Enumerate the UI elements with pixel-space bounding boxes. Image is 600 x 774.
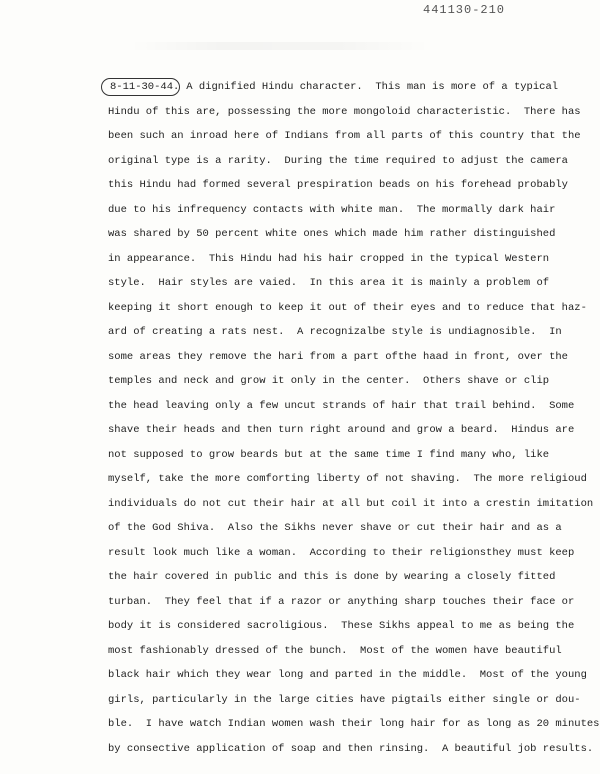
text-line: most fashionably dressed of the bunch. Most of the women have beautiful xyxy=(108,645,562,657)
text-line: turban. They feel that if a razor or anything sharp touches their face or xyxy=(108,596,575,608)
text-line: individuals do not cut their hair at all but coil it into a crestin imitation xyxy=(108,498,594,510)
text-line: some areas they remove the hari from a part ofthe haad in front, over the xyxy=(108,351,568,363)
text-line: the head leaving only a few uncut strands of hair that trail behind. Some xyxy=(108,400,575,412)
text-line: by consective application of soap and then rinsing. A beautiful job results. xyxy=(108,743,594,755)
text-line: Hindu of this are, possessing the more mongoloid characteristic. There has xyxy=(108,106,581,118)
text-line: black hair which they wear long and parted in the middle. Most of the young xyxy=(108,669,587,681)
text-line: of the God Shiva. Also the Sikhs never shave or cut their hair and as a xyxy=(108,522,562,534)
text-line: style. Hair styles are vaied. In this area it is mainly a problem of xyxy=(108,277,550,289)
text-line: original type is a rarity. During the time required to adjust the camera xyxy=(108,155,568,167)
text-line: temples and neck and grow it only in the center. Others shave or clip xyxy=(108,375,550,387)
date-tag: 8-11-30-44. xyxy=(110,81,180,93)
text-line: result look much like a woman. According to their religionsthey must keep xyxy=(108,547,575,559)
text-line: A dignified Hindu character. This man is more of a typical xyxy=(180,81,559,93)
text-line: body it is considered sacroligious. These Sikhs appeal to me as being the xyxy=(108,620,575,632)
text-line: due to his infrequency contacts with white man. The mormally dark hair xyxy=(108,204,556,216)
text-line: was shared by 50 percent white ones which made him rather distinguished xyxy=(108,228,556,240)
text-line: the hair covered in public and this is done by wearing a closely fitted xyxy=(108,571,556,583)
text-line: girls, particularly in the large cities have pigtails either single or dou- xyxy=(108,694,581,706)
text-line: not supposed to grow beards but at the same time I find many who, like xyxy=(108,449,550,461)
text-line: shave their heads and then turn right around and grow a beard. Hindus are xyxy=(108,424,575,436)
text-line: myself, take the more comforting liberty of not shaving. The more religioud xyxy=(108,473,587,485)
document-number: 441130-210 xyxy=(423,3,506,17)
text-line: in appearance. This Hindu had his hair cropped in the typical Western xyxy=(108,253,550,265)
text-line: this Hindu had formed several prespiration beads on his forehead probably xyxy=(108,179,568,191)
text-line: keeping it short enough to keep it out of their eyes and to reduce that haz- xyxy=(108,302,587,314)
text-line: been such an inroad here of Indians from all parts of this country that the xyxy=(108,130,581,142)
text-line: ard of creating a rats nest. A recognizalbe style is undiagnosible. In xyxy=(108,326,562,338)
text-line: ble. I have watch Indian women wash their long hair for as long as 20 minutes xyxy=(108,718,600,730)
faded-header-mark xyxy=(130,42,430,50)
